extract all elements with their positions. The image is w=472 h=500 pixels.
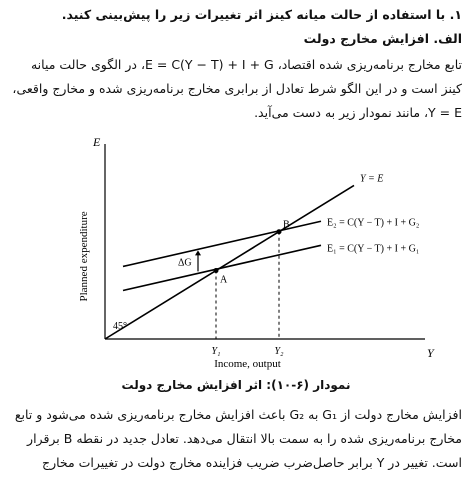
subheading: الف. افزایش مخارج دولت — [303, 31, 462, 46]
paragraph-line: مخارج برنامه‌ریزی شده را به سمت بالا انتقال می‌دهد. تعادل جدید در نقطه B برقرار — [27, 431, 462, 446]
series-label: E₁ = C(Y − T) + I + G₁ — [327, 243, 420, 255]
series-line — [123, 221, 321, 269]
point-label: A — [220, 274, 228, 286]
figure-caption: نمودار (۶-۱۰): اثر افزایش مخارج دولت — [121, 378, 351, 392]
series-label: Y = E — [360, 173, 384, 185]
equilibrium-point — [277, 229, 282, 234]
shift-label: ΔG — [178, 257, 192, 269]
paragraph-line: است. تغییر در Y برابر حاصل‌ضرب ضریب فزاینده مخارج دولت در تغییرات مخارج — [42, 455, 462, 470]
paragraph-line: Y = E، مانند نمودار زیر به دست می‌آید. — [254, 105, 462, 120]
shift-arrowhead — [195, 250, 201, 255]
point-label: B — [283, 219, 290, 231]
series-label: E₂ = C(Y − T) + I + G₂ — [327, 217, 420, 229]
x-tick-label: Y₁ — [211, 346, 221, 357]
paragraph-line: افزایش مخارج دولت از G₁ به G₂ باعث افزایش مخارج برنامه‌ریزی شده می‌شود و تابع — [14, 407, 462, 422]
equilibrium-point — [214, 268, 219, 273]
paragraph-line: تابع مخارج برنامه‌ریزی شده اقتصاد، E = C(Y − T) + I + G، در الگوی حالت میانه — [30, 57, 462, 72]
y-axis-label: Planned expenditure — [78, 211, 90, 302]
y-axis-symbol: E — [93, 135, 101, 149]
question-line: ۱. با استفاده از حالت میانه کینز اثر تغییرات زیر را پیش‌بینی کنید. — [61, 7, 462, 22]
angle-label: 45° — [113, 321, 127, 332]
x-tick-label: Y₂ — [274, 346, 284, 357]
x-axis-symbol: Y — [427, 346, 434, 360]
keynesian-cross-chart — [0, 134, 472, 374]
paragraph-line: کینز است و در این الگو شرط تعادل از برابری مخارج برنامه‌ریزی شده و مخارج واقعی، — [12, 81, 462, 96]
x-axis-label: Income, output — [214, 358, 281, 370]
